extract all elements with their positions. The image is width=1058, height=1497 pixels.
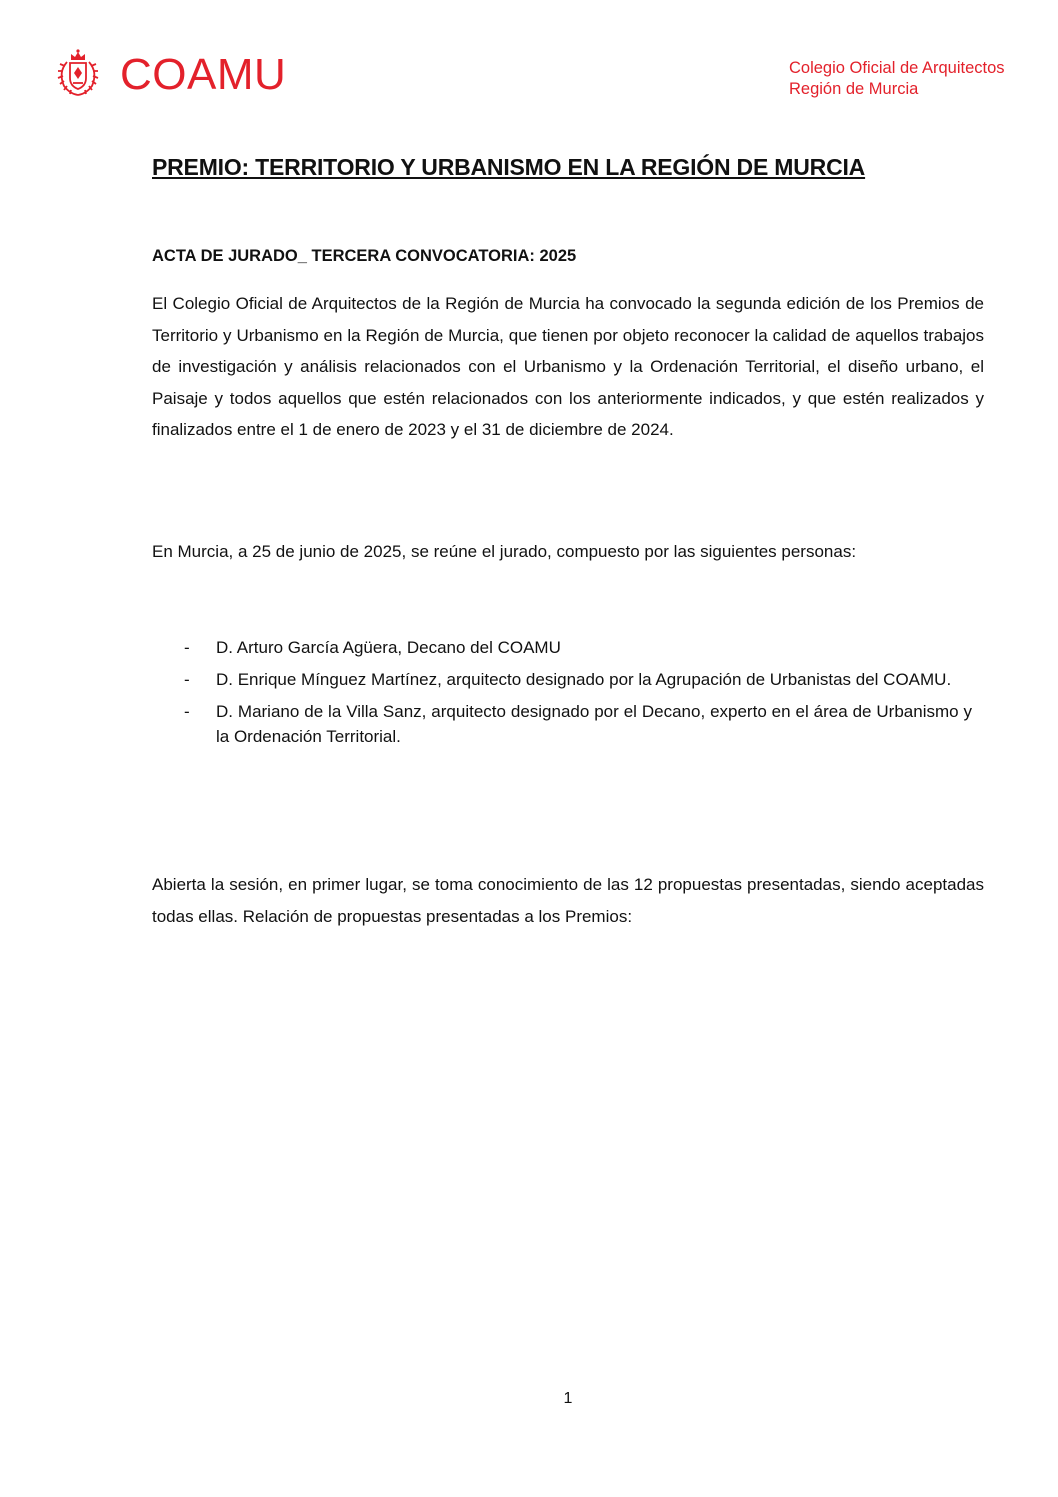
organization-name [789, 58, 1011, 100]
jury-member [152, 635, 972, 660]
list-dash: - [184, 670, 190, 689]
organization-name-line2: Región de Murcia [789, 80, 919, 98]
page-number: 1 [563, 1390, 573, 1407]
coamu-emblem-icon [54, 48, 102, 98]
intro-paragraph: El Colegio Oficial de Arquitectos de la Región de Murcia ha convocado la segunda edición de los Premios de Territorio y Urbanismo en la Región de Murcia, que tienen por objeto reconocer la calidad de aquellos trabajos de investigación y análisis relacionados con el Urbanismo y la Ordenación Territorial, el diseño urbano, el Paisaje y todos aquellos que estén relacionados con los anteriormente indicados, y que estén realizados y finalizados entre el 1 de enero de 2023 y el 31 de diciembre de 2024. [152, 294, 984, 440]
document-subtitle: ACTA DE JURADO_ TERCERA CONVOCATORIA: 2025 [152, 247, 577, 265]
jury-member-text: D. Arturo García Agüera, Decano del COAMU [216, 638, 561, 657]
jury-member-text: D. Mariano de la Villa Sanz, arquitecto designado por el Decano, experto en el área de Urbanismo y la Ordenación Territorial. [216, 702, 972, 746]
organization-name-line1: Colegio Oficial de Arquitectos [789, 59, 1005, 77]
list-dash: - [184, 702, 190, 721]
brand-logo-text: COAMU [120, 50, 287, 99]
jury-member [152, 699, 972, 749]
jury-member-text: D. Enrique Mínguez Martínez, arquitecto designado por la Agrupación de Urbanistas del COAMU. [216, 670, 952, 689]
meeting-paragraph: En Murcia, a 25 de junio de 2025, se reúne el jurado, compuesto por las siguientes personas: [152, 542, 857, 561]
session-paragraph: Abierta la sesión, en primer lugar, se toma conocimiento de las 12 propuestas presentadas, siendo aceptadas todas ellas. Relación de propuestas presentadas a los Premios: [152, 875, 984, 926]
list-dash: - [184, 638, 190, 657]
document-title: PREMIO: TERRITORIO Y URBANISMO EN LA REGIÓN DE MURCIA [152, 154, 866, 180]
jury-member [152, 667, 972, 692]
page-header [0, 0, 1058, 120]
jury-list [152, 635, 972, 756]
